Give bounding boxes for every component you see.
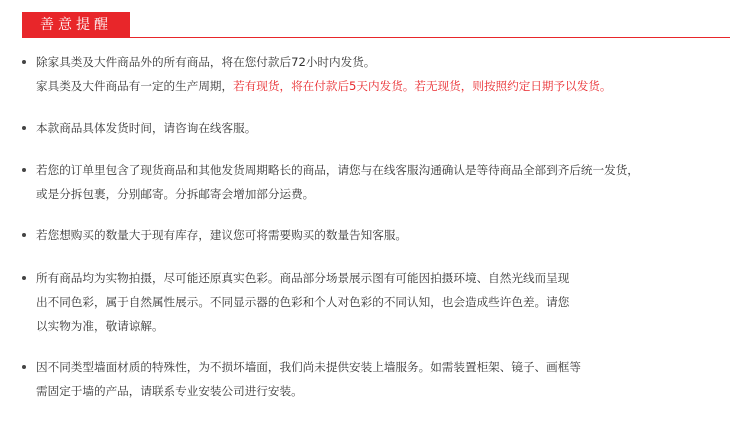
reminder-title: 善意提醒 [22, 12, 130, 38]
note-line: 若您想购买的数量大于现有库存，建议您可将需要购买的数量告知客服。 [36, 228, 408, 242]
reminder-header [0, 12, 750, 38]
bullet-icon [22, 60, 26, 64]
note-line: 因不同类型墙面材质的特殊性，为不损坏墙面，我们尚未提供安装上墙服务。如需装置柜架、镜子、画框等 [36, 360, 581, 374]
note-highlight: 若有现货，将在付款后5天内发货。若无现货，则按照约定日期予以发货。 [233, 79, 612, 93]
note-line: 或是分拆包裹，分别邮寄。分拆邮寄会增加部分运费。 [36, 187, 315, 201]
note-line: 以实物为准，敬请谅解。 [36, 319, 164, 333]
header-divider [22, 37, 730, 38]
bullet-icon [22, 233, 26, 237]
note-text [36, 355, 734, 403]
note-text [36, 158, 734, 206]
bullet-icon [22, 168, 26, 172]
note-line [36, 74, 734, 98]
note-text [36, 223, 734, 247]
note-text [36, 266, 734, 338]
note-line-prefix: 家具类及大件商品有一定的生产周期， [36, 79, 234, 93]
note-line: 出不同色彩，属于自然属性展示。不同显示器的色彩和个人对色彩的不同认知，也会造成些许色差。请您 [36, 295, 570, 309]
bullet-icon [22, 365, 26, 369]
note-line: 除家具类及大件商品外的所有商品，将在您付款后72小时内发货。 [36, 55, 376, 69]
note-text [36, 116, 734, 140]
note-line: 需固定于墙的产品，请联系专业安装公司进行安装。 [36, 384, 303, 398]
bullet-icon [22, 126, 26, 130]
note-line: 本款商品具体发货时间，请咨询在线客服。 [36, 121, 257, 135]
bullet-icon [22, 276, 26, 280]
note-text [36, 50, 734, 98]
note-line: 所有商品均为实物拍摄，尽可能还原真实色彩。商品部分场景展示图有可能因拍摄环境、自然光线而呈现 [36, 271, 570, 285]
note-line: 若您的订单里包含了现货商品和其他发货周期略长的商品，请您与在线客服沟通确认是等待商品全部到齐后统一发货， [36, 163, 639, 177]
